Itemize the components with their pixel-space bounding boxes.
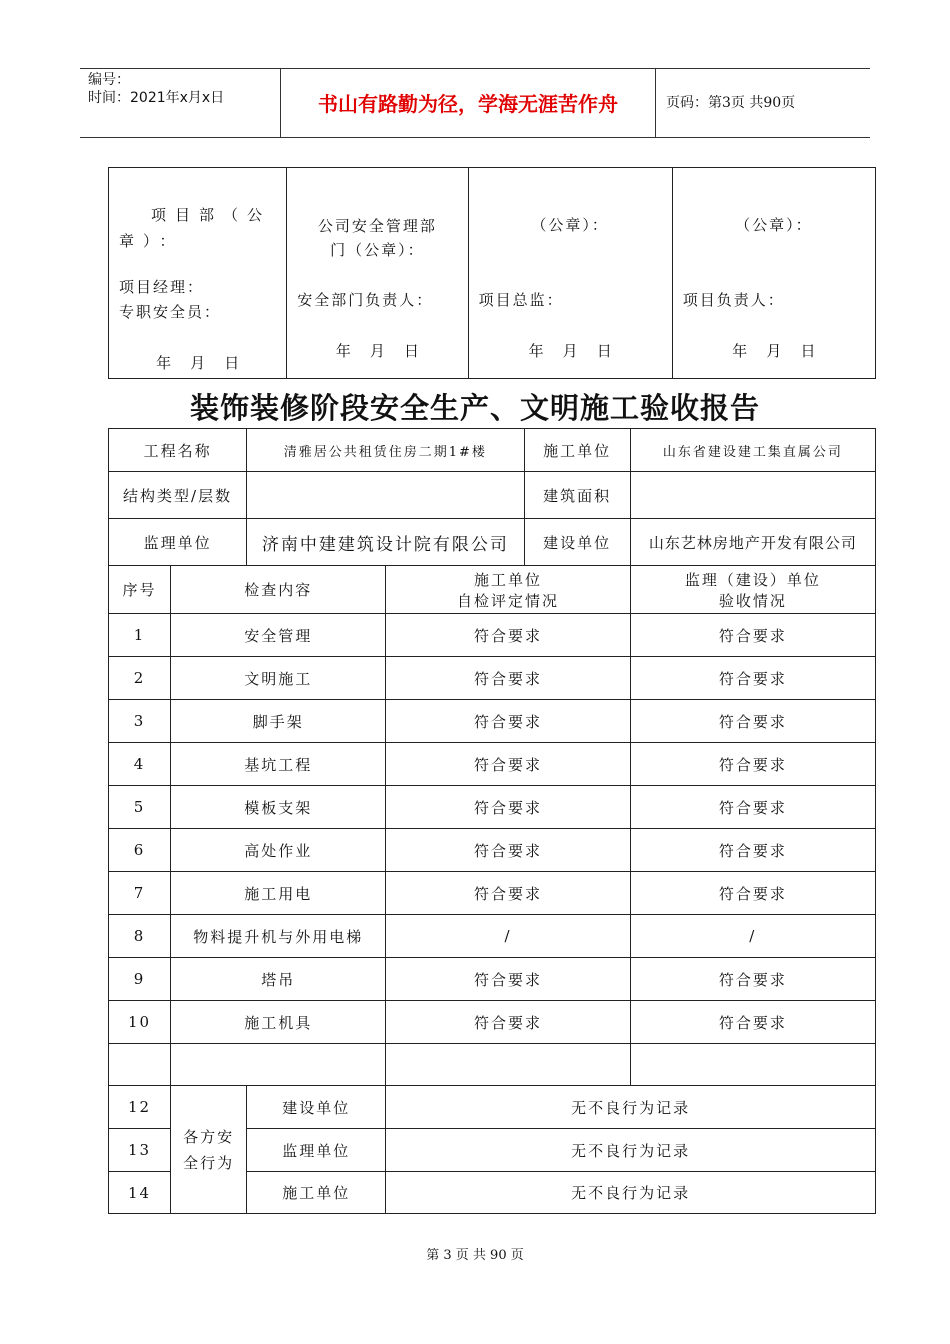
table-row bbox=[109, 786, 876, 829]
project-name-value: 清雅居公共租赁住房二期1#楼 bbox=[247, 429, 524, 472]
row-self: 符合要求 bbox=[386, 743, 630, 786]
row-content: 文明施工 bbox=[171, 657, 386, 700]
acceptance-table bbox=[108, 428, 876, 1214]
row-no: 6 bbox=[109, 829, 171, 872]
signature-stamp: （公章）： bbox=[735, 216, 813, 234]
col-acceptance bbox=[630, 566, 875, 614]
signature-person: 项目总监： bbox=[478, 291, 564, 309]
col-accept-line2: 验收情况 bbox=[718, 591, 787, 610]
row-accept: 符合要求 bbox=[630, 786, 875, 829]
row-no bbox=[109, 1044, 171, 1086]
header-meta bbox=[80, 69, 280, 137]
row-accept: 符合要求 bbox=[630, 700, 875, 743]
table-row bbox=[109, 743, 876, 786]
table-row bbox=[109, 872, 876, 915]
table-row bbox=[109, 958, 876, 1001]
contractor-label: 施工单位 bbox=[524, 429, 630, 472]
report-title: 装饰装修阶段安全生产、文明施工验收报告 bbox=[189, 391, 760, 425]
time-label: 时间：2021年x月x日 bbox=[88, 90, 225, 106]
signature-person: 项目负责人： bbox=[682, 291, 785, 309]
signature-date: 年 月 日 bbox=[156, 354, 240, 372]
row-content: 高处作业 bbox=[171, 829, 386, 872]
row-accept: 符合要求 bbox=[630, 958, 875, 1001]
signature-person: 项目经理： bbox=[119, 278, 205, 296]
signature-stamp: （公章）： bbox=[531, 216, 609, 234]
info-row bbox=[109, 429, 876, 472]
table-row bbox=[109, 915, 876, 958]
row-no: 13 bbox=[109, 1129, 171, 1172]
project-name-label: 工程名称 bbox=[109, 429, 247, 472]
row-no: 2 bbox=[109, 657, 171, 700]
signature-stamp: 公司安全管理部门（公章）： bbox=[317, 217, 437, 259]
row-no: 7 bbox=[109, 872, 171, 915]
row-no: 10 bbox=[109, 1001, 171, 1044]
row-content: 安全管理 bbox=[171, 614, 386, 657]
behavior-party: 建设单位 bbox=[247, 1086, 386, 1129]
row-accept: 符合要求 bbox=[630, 614, 875, 657]
row-no: 9 bbox=[109, 958, 171, 1001]
row-accept: 符合要求 bbox=[630, 657, 875, 700]
col-self-check bbox=[386, 566, 630, 614]
row-content bbox=[171, 1044, 386, 1086]
contractor-value: 山东省建设建工集直属公司 bbox=[630, 429, 875, 472]
info-row bbox=[109, 519, 876, 566]
behavior-group-label: 各方安全行为 bbox=[171, 1086, 247, 1214]
owner-label: 建设单位 bbox=[524, 519, 630, 566]
row-content: 脚手架 bbox=[171, 700, 386, 743]
row-no: 8 bbox=[109, 915, 171, 958]
row-self: / bbox=[386, 915, 630, 958]
signature-cell bbox=[287, 168, 468, 379]
row-accept: 符合要求 bbox=[630, 1001, 875, 1044]
row-no: 5 bbox=[109, 786, 171, 829]
header-page-info: 页码：第3页 共90页 bbox=[666, 95, 796, 111]
area-label: 建筑面积 bbox=[524, 472, 630, 519]
row-self: 符合要求 bbox=[386, 1001, 630, 1044]
row-content: 模板支架 bbox=[171, 786, 386, 829]
col-no: 序号 bbox=[109, 566, 171, 614]
column-header-row bbox=[109, 566, 876, 614]
signature-person: 专职安全员： bbox=[119, 303, 222, 321]
behavior-record: 无不良行为记录 bbox=[386, 1086, 876, 1129]
behavior-record: 无不良行为记录 bbox=[386, 1172, 876, 1214]
row-content: 施工用电 bbox=[171, 872, 386, 915]
table-row bbox=[109, 657, 876, 700]
table-row bbox=[109, 829, 876, 872]
row-self bbox=[386, 1044, 630, 1086]
row-accept: / bbox=[630, 915, 875, 958]
table-row bbox=[109, 1001, 876, 1044]
signature-date: 年 月 日 bbox=[732, 342, 816, 360]
signature-cell bbox=[672, 168, 875, 379]
structure-label: 结构类型/层数 bbox=[109, 472, 247, 519]
behavior-party: 施工单位 bbox=[247, 1172, 386, 1214]
supervisor-label: 监理单位 bbox=[109, 519, 247, 566]
row-accept: 符合要求 bbox=[630, 829, 875, 872]
row-self: 符合要求 bbox=[386, 958, 630, 1001]
info-row bbox=[109, 472, 876, 519]
row-accept: 符合要求 bbox=[630, 743, 875, 786]
row-accept bbox=[630, 1044, 875, 1086]
structure-value bbox=[247, 472, 524, 519]
header-motto: 书山有路勤为径，学海无涯苦作舟 bbox=[280, 69, 656, 137]
col-accept-line1: 监理（建设）单位 bbox=[684, 570, 821, 589]
row-content: 施工机具 bbox=[171, 1001, 386, 1044]
row-no: 14 bbox=[109, 1172, 171, 1214]
row-content: 物料提升机与外用电梯 bbox=[171, 915, 386, 958]
row-self: 符合要求 bbox=[386, 614, 630, 657]
row-content: 基坑工程 bbox=[171, 743, 386, 786]
table-row bbox=[109, 700, 876, 743]
behavior-row bbox=[109, 1086, 876, 1129]
signature-cell bbox=[109, 168, 287, 379]
page-footer: 第 3 页 共 90 页 bbox=[426, 1248, 524, 1263]
supervisor-value: 济南中建建筑设计院有限公司 bbox=[247, 519, 524, 566]
behavior-record: 无不良行为记录 bbox=[386, 1129, 876, 1172]
signature-cell bbox=[468, 168, 672, 379]
behavior-party: 监理单位 bbox=[247, 1129, 386, 1172]
row-accept: 符合要求 bbox=[630, 872, 875, 915]
col-self-line1: 施工单位 bbox=[473, 570, 542, 589]
col-self-line2: 自检评定情况 bbox=[456, 591, 559, 610]
row-no: 4 bbox=[109, 743, 171, 786]
row-self: 符合要求 bbox=[386, 872, 630, 915]
area-value bbox=[630, 472, 875, 519]
row-self: 符合要求 bbox=[386, 829, 630, 872]
row-no: 3 bbox=[109, 700, 171, 743]
code-label: 编号： bbox=[88, 72, 130, 88]
row-self: 符合要求 bbox=[386, 786, 630, 829]
signature-date: 年 月 日 bbox=[528, 342, 612, 360]
owner-value: 山东艺林房地产开发有限公司 bbox=[630, 519, 875, 566]
signature-table bbox=[108, 167, 876, 379]
signature-date: 年 月 日 bbox=[335, 342, 420, 360]
row-self: 符合要求 bbox=[386, 657, 630, 700]
signature-person: 安全部门负责人： bbox=[297, 291, 434, 309]
table-row-empty bbox=[109, 1044, 876, 1086]
row-no: 1 bbox=[109, 614, 171, 657]
page-header bbox=[80, 68, 870, 138]
row-no: 12 bbox=[109, 1086, 171, 1129]
table-row bbox=[109, 614, 876, 657]
row-content: 塔吊 bbox=[171, 958, 386, 1001]
row-self: 符合要求 bbox=[386, 700, 630, 743]
col-content: 检查内容 bbox=[171, 566, 386, 614]
signature-stamp: 项目部（公章）： bbox=[119, 206, 272, 250]
